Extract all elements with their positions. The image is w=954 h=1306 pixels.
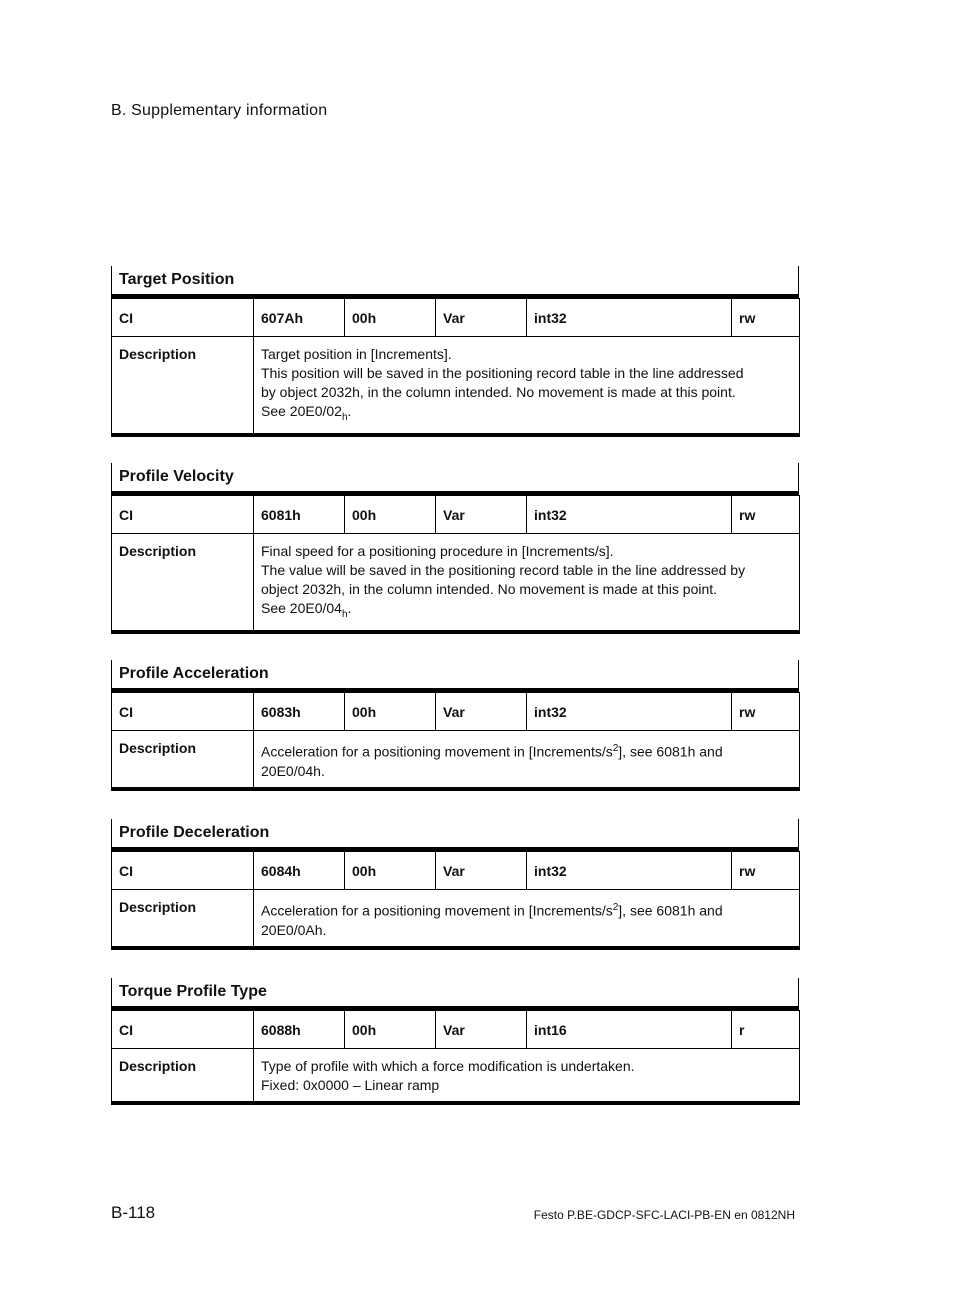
description-row	[112, 731, 800, 789]
page-header: B. Supplementary information	[111, 102, 328, 119]
object-title: Target Position	[111, 266, 799, 298]
description-see-line	[261, 599, 792, 624]
access-type: rw	[732, 496, 800, 534]
object-kind: Var	[436, 693, 527, 731]
description-text	[254, 534, 800, 632]
ci-row	[112, 852, 800, 890]
description-text	[254, 731, 800, 789]
description-line: by object 2032h, in the column intended. No movement is made at this point.	[261, 384, 736, 400]
ci-row	[112, 496, 800, 534]
description-line: Fixed: 0x0000 – Linear ramp	[261, 1077, 440, 1093]
object-block-target-position	[111, 266, 799, 437]
description-pre: Acceleration for a positioning movement in [Increments/s	[261, 743, 613, 760]
description-post: ], see 6081h and	[618, 902, 723, 919]
see-subscript: h	[341, 608, 348, 620]
description-line: 20E0/04h.	[261, 762, 325, 779]
object-kind: Var	[436, 1011, 527, 1049]
object-index: 6088h	[254, 1011, 345, 1049]
access-type: rw	[732, 299, 800, 337]
description-text	[254, 890, 800, 948]
see-period: .	[347, 600, 352, 616]
description-label: Description	[112, 890, 254, 948]
data-type: int32	[527, 496, 732, 534]
description-pre: Acceleration for a positioning movement in [Increments/s	[261, 902, 613, 919]
ci-label: CI	[112, 496, 254, 534]
see-subscript: h	[341, 411, 348, 423]
description-label: Description	[112, 731, 254, 789]
description-row	[112, 337, 800, 435]
description-row	[112, 534, 800, 632]
description-line: object 2032h, in the column intended. No movement is made at this point.	[261, 581, 718, 597]
object-kind: Var	[436, 496, 527, 534]
object-table	[111, 1010, 800, 1105]
ci-row	[112, 693, 800, 731]
object-table	[111, 692, 800, 791]
page-number: B-118	[111, 1203, 156, 1222]
description-label: Description	[112, 337, 254, 435]
document-reference: Festo P.BE-GDCP-SFC-LACI-PB-EN en 0812NH	[533, 1208, 795, 1222]
data-type: int32	[527, 693, 732, 731]
object-block-profile-velocity	[111, 463, 799, 634]
description-superscript: 2	[612, 902, 619, 913]
object-index: 6081h	[254, 496, 345, 534]
sub-index: 00h	[345, 1011, 436, 1049]
see-period: .	[347, 403, 352, 419]
object-table	[111, 495, 800, 634]
description-see-line	[261, 402, 792, 427]
description-line	[261, 898, 792, 921]
object-kind: Var	[436, 299, 527, 337]
description-line: The value will be saved in the positioning record table in the line addressed by	[261, 562, 746, 578]
sub-index: 00h	[345, 299, 436, 337]
ci-label: CI	[112, 299, 254, 337]
description-text	[254, 1049, 800, 1104]
ci-row	[112, 1011, 800, 1049]
object-title: Profile Velocity	[111, 463, 799, 495]
description-line: Final speed for a positioning procedure in [Increments/s].	[261, 543, 614, 559]
object-block-profile-deceleration	[111, 819, 799, 950]
data-type: int32	[527, 852, 732, 890]
object-block-profile-acceleration	[111, 660, 799, 791]
object-table	[111, 851, 800, 950]
object-block-torque-profile-type	[111, 978, 799, 1105]
object-index: 6084h	[254, 852, 345, 890]
description-line	[261, 739, 792, 762]
see-reference: See 20E0/02	[261, 403, 342, 419]
ci-label: CI	[112, 852, 254, 890]
sub-index: 00h	[345, 496, 436, 534]
access-type: rw	[732, 693, 800, 731]
description-label: Description	[112, 534, 254, 632]
access-type: r	[732, 1011, 800, 1049]
description-post: ], see 6081h and	[618, 743, 723, 760]
description-line: This position will be saved in the positioning record table in the line addressed	[261, 365, 744, 381]
access-type: rw	[732, 852, 800, 890]
ci-row	[112, 299, 800, 337]
description-line: Target position in [Increments].	[261, 346, 452, 362]
description-line: 20E0/0Ah.	[261, 921, 327, 938]
description-text	[254, 337, 800, 435]
object-title: Profile Deceleration	[111, 819, 799, 851]
description-label: Description	[112, 1049, 254, 1104]
data-type: int16	[527, 1011, 732, 1049]
description-line: Type of profile with which a force modification is undertaken.	[261, 1058, 635, 1074]
ci-label: CI	[112, 1011, 254, 1049]
ci-label: CI	[112, 693, 254, 731]
object-table	[111, 298, 800, 437]
description-superscript: 2	[612, 743, 619, 754]
sub-index: 00h	[345, 852, 436, 890]
data-type: int32	[527, 299, 732, 337]
sub-index: 00h	[345, 693, 436, 731]
object-kind: Var	[436, 852, 527, 890]
description-row	[112, 1049, 800, 1104]
object-index: 607Ah	[254, 299, 345, 337]
description-row	[112, 890, 800, 948]
see-reference: See 20E0/04	[261, 600, 342, 616]
object-title: Profile Acceleration	[111, 660, 799, 692]
object-title: Torque Profile Type	[111, 978, 799, 1010]
object-index: 6083h	[254, 693, 345, 731]
